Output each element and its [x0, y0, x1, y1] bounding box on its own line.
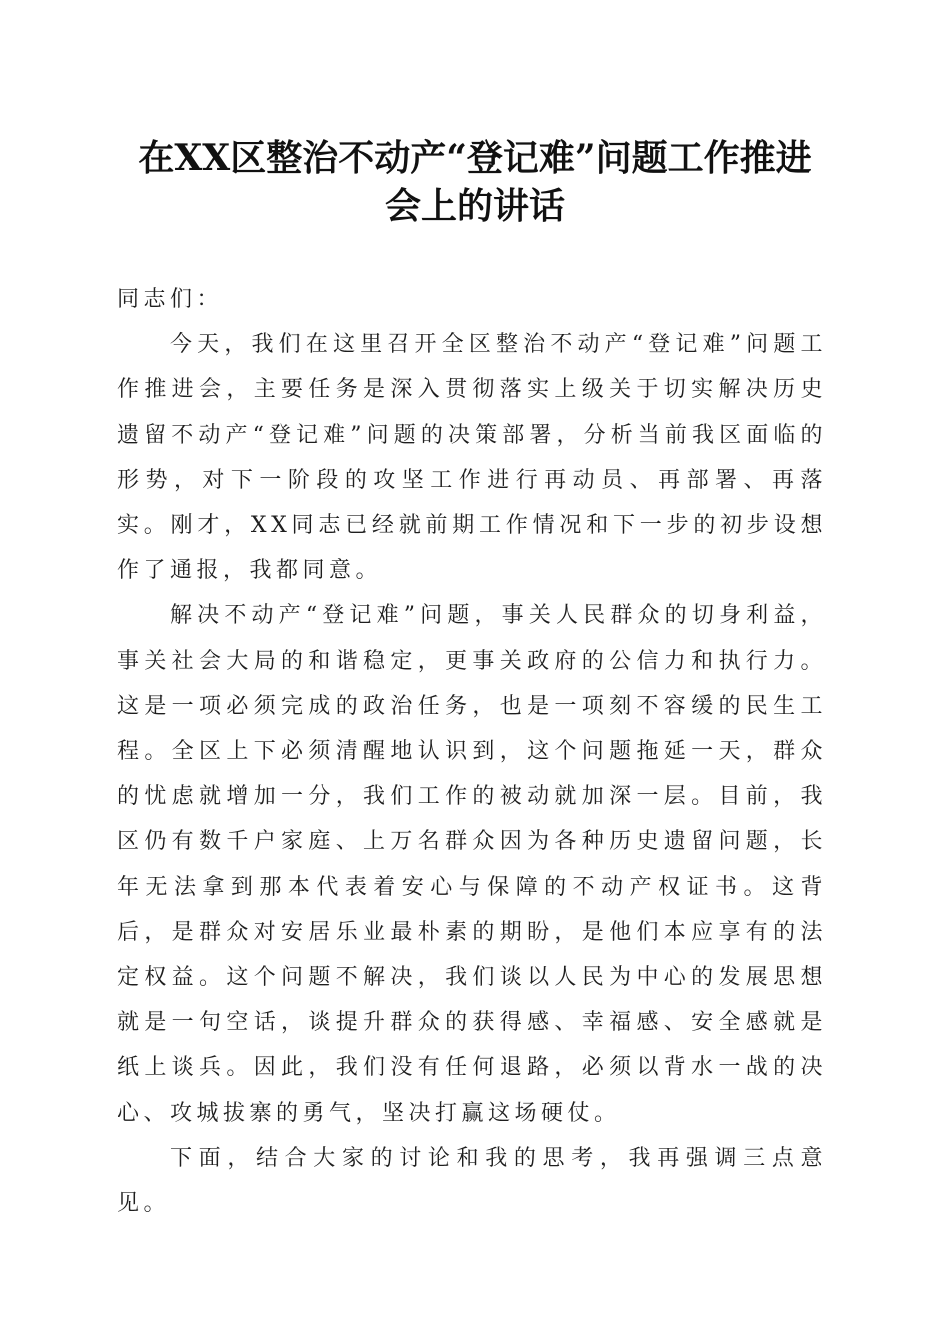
title-line-1: 在XX区整治不动产“登记难”问题工作推进	[138, 137, 812, 179]
document-title	[110, 134, 840, 230]
salutation: 同志们：	[117, 287, 224, 312]
paragraph-transition: 下面，结合大家的讨论和我的思考，我再强调三点意见。	[117, 1145, 827, 1217]
paragraph-opening: 今天，我们在这里召开全区整治不动产“登记难”问题工作推进会，主要任务是深入贯彻落实上级关于切实解决历史遗留不动产“登记难”问题的决策部署，分析当前我区面临的形势，对下一阶段的攻坚工作进行再动员、再部署、再落实。刚才，XX同志已经就前期工作情况和下一步的初步设想作了通报，我都同意。	[117, 332, 827, 584]
title-line-2: 会上的讲话	[384, 185, 565, 227]
paragraph-significance: 解决不动产“登记难”问题，事关人民群众的切身利益，事关社会大局的和谐稳定，更事关政府的公信力和执行力。这是一项必须完成的政治任务，也是一项刻不容缓的民生工程。全区上下必须清醒地认识到，这个问题拖延一天，群众的忧虑就增加一分，我们工作的被动就加深一层。目前，我区仍有数千户家庭、上万名群众因为各种历史遗留问题，长年无法拿到那本代表着安心与保障的不动产权证书。这背后，是群众对安居乐业最朴素的期盼，是他们本应享有的法定权益。这个问题不解决，我们谈以人民为中心的发展思想就是一句空话，谈提升群众的获得感、幸福感、安全感就是纸上谈兵。因此，我们没有任何退路，必须以背水一战的决心、攻城拔寨的勇气，坚决打赢这场硬仗。	[117, 603, 827, 1126]
document-body	[117, 277, 827, 1226]
